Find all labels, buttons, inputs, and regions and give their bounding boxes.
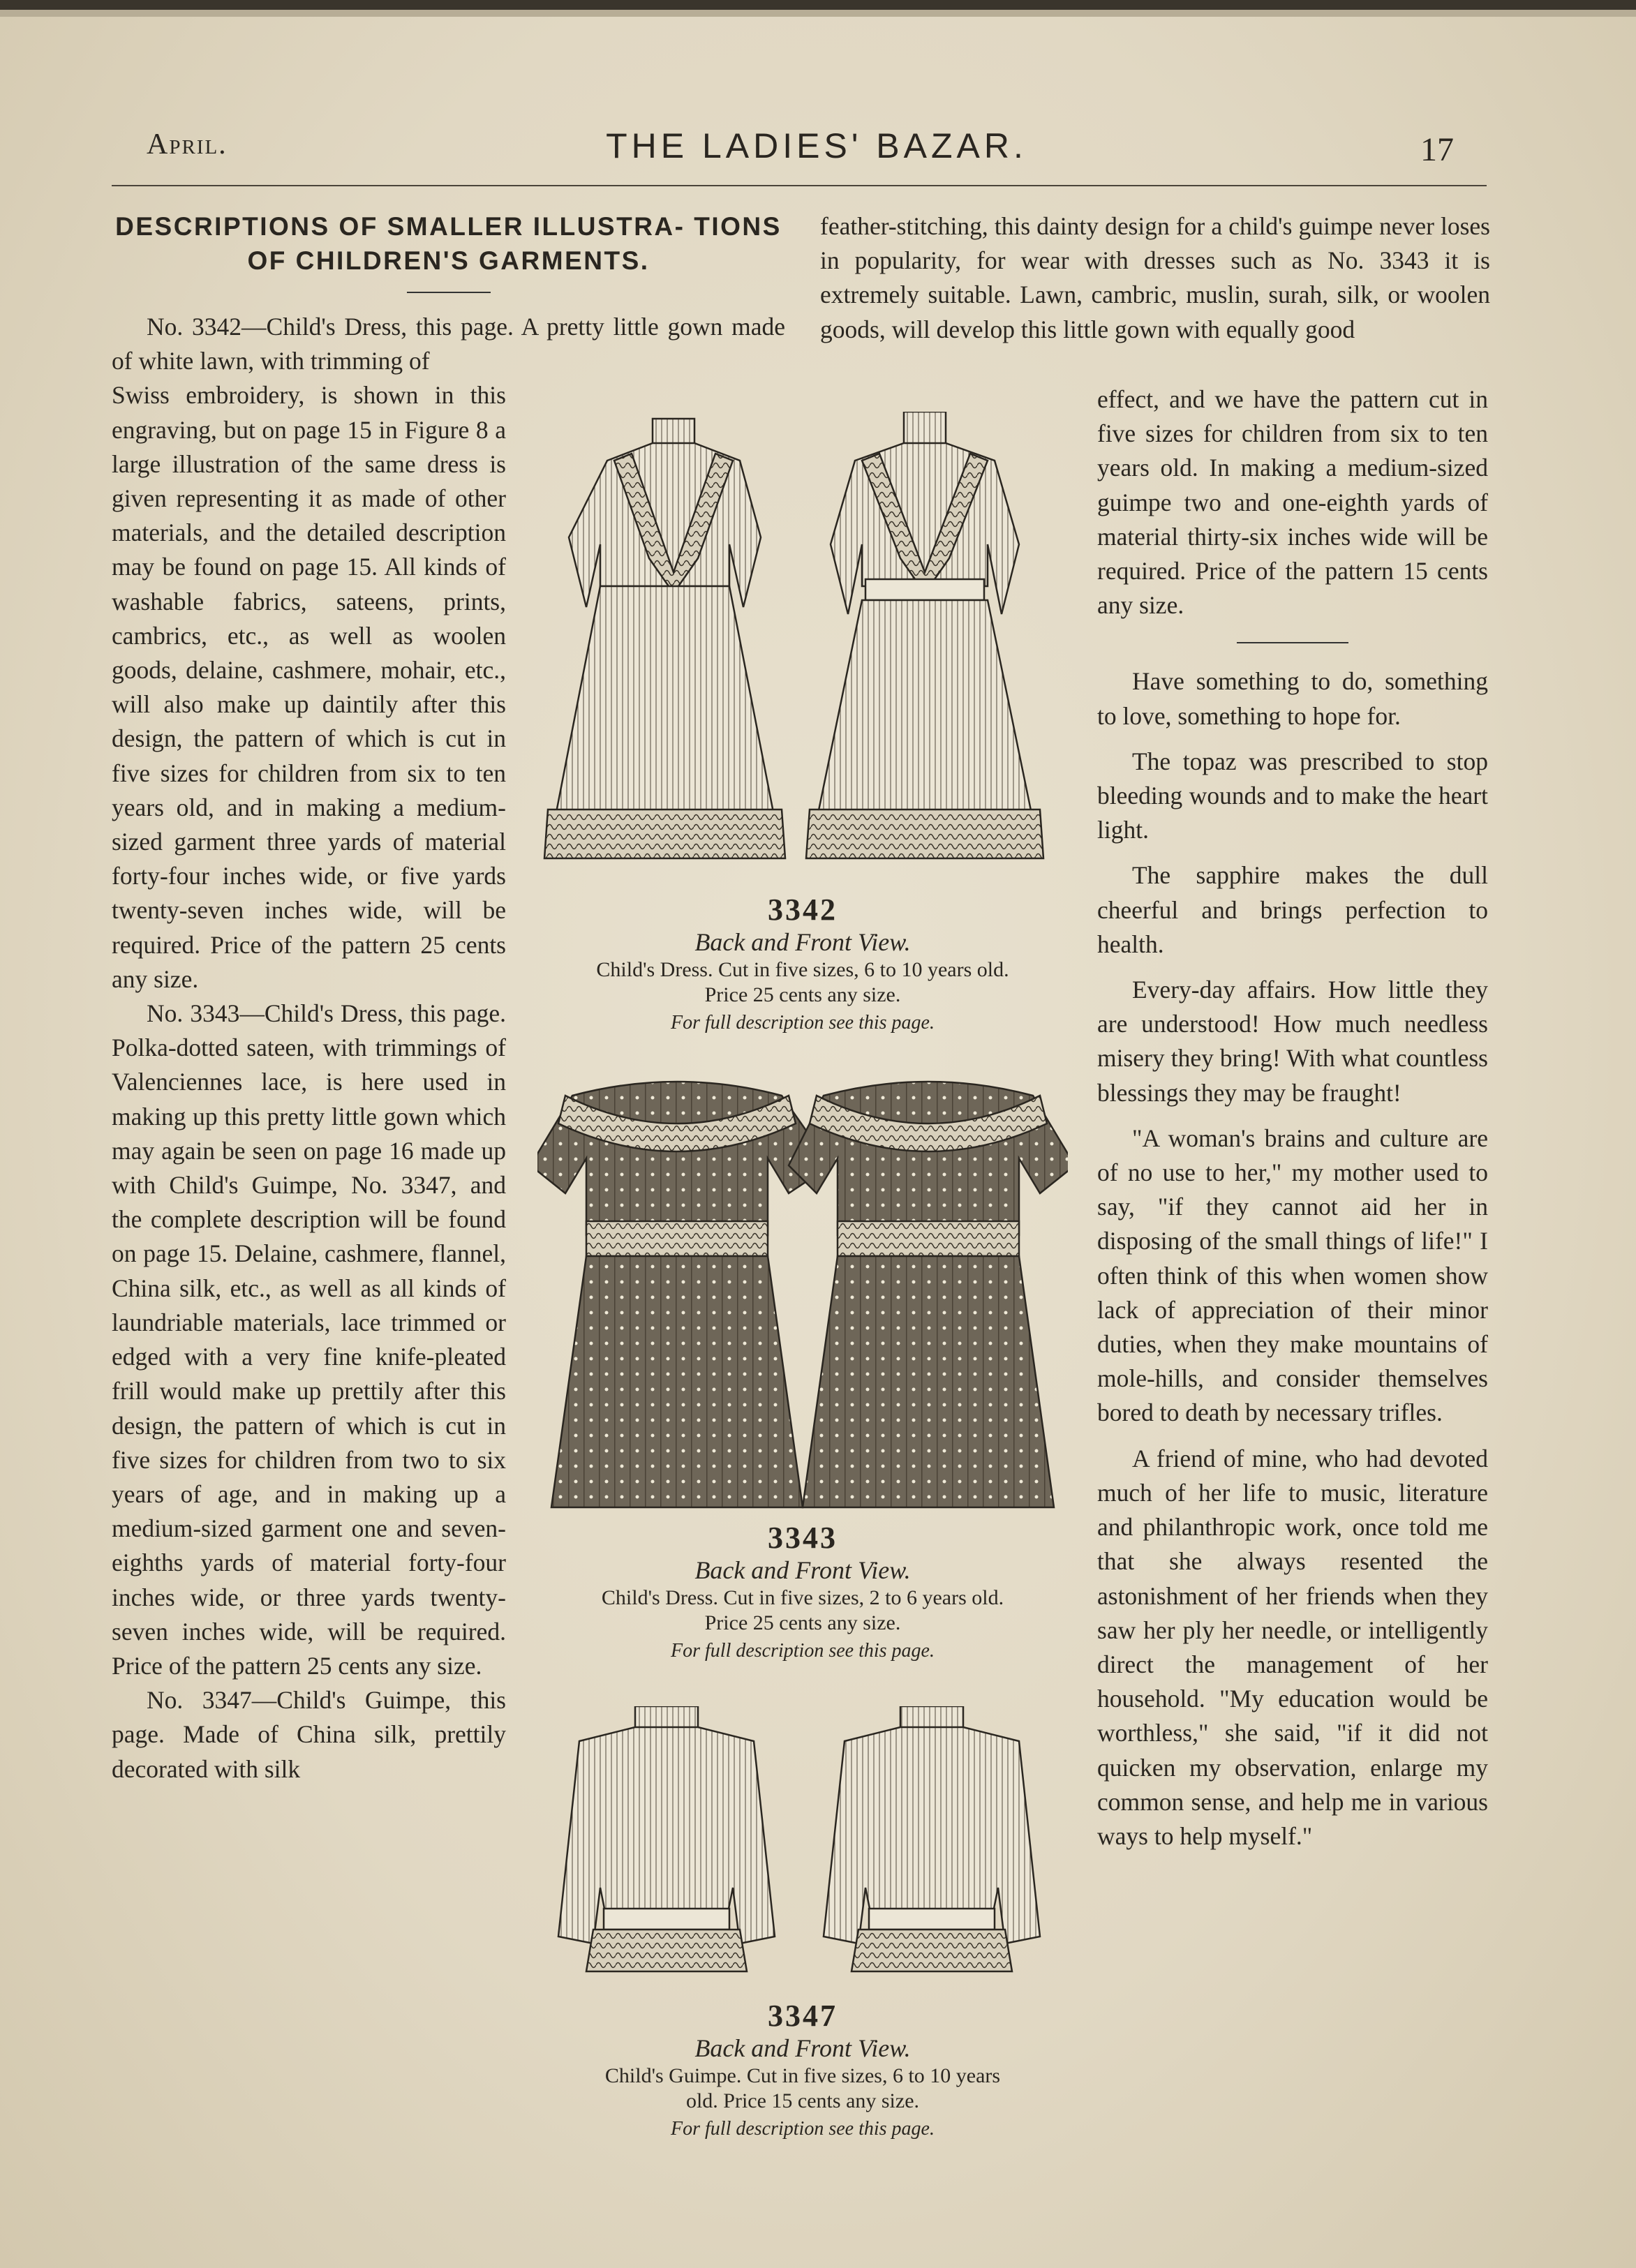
figure-3342-desc: Child's Dress. Cut in five sizes, 6 to 10 years old.: [596, 958, 1009, 981]
figure-3343-price: Price 25 cents any size.: [704, 1611, 901, 1634]
dress-3342-illustration: [537, 412, 1068, 893]
figure-3347-price: old. Price 15 cents any size.: [685, 2089, 920, 2112]
running-header: [0, 122, 1636, 171]
right-column: [1097, 382, 1488, 1853]
dress-3343-back: [537, 1082, 831, 1507]
dress-3343-illustration: [537, 1075, 1068, 1521]
figure-3343-view: Back and Front View.: [694, 1556, 911, 1584]
paragraph-3342-intro: No. 3342—Child's Dress, this page. A pretty little gown made of white lawn, with trimming of: [112, 313, 785, 375]
guimpe-3347-front: [824, 1706, 1040, 1971]
right-column-top: [820, 209, 1490, 347]
figure-3342-price: Price 25 cents any size.: [704, 983, 901, 1006]
section-title: DESCRIPTIONS OF SMALLER ILLUSTRA- TIONS OF CHILDREN'S GARMENTS.: [115, 212, 782, 275]
page-top-edge-shadow: [0, 10, 1636, 17]
figure-3347-number: 3347: [768, 1999, 838, 2033]
dress-3343-front: [789, 1082, 1068, 1507]
figure-3342-view: Back and Front View.: [694, 928, 911, 956]
guimpe-3347-back: [558, 1706, 775, 1971]
figure-3347-desc: Child's Guimpe. Cut in five sizes, 6 to 10 years: [604, 2064, 1001, 2087]
paragraph-3343: No. 3343—Child's Dress, this page. Polka-dotted sateen, with trimmings of Valenciennes lace, is here used in making up this pretty little gown which may again be seen on page 16 made up with Child's Guimpe, No. 3347, and the complete description will be found on page 15. Delaine, cashmere, flannel, China silk, etc., as well as all kinds of laundriable materials, lace trimmed or edged with a very fine knife-pleated frill would make up prettily after this design, the pattern of which is cut in five sizes for children from two to six years of age, and in making up a medium-sized garment one and seven-eighths yards of material forty-four inches wide, or three yards twenty-seven inches wide, will be required. Price of the pattern 25 cents any size.: [112, 999, 506, 1680]
page-number: 17: [1420, 131, 1454, 168]
figure-3347: [523, 1706, 1082, 2144]
paragraph-something-to-do: Have something to do, something to love, something to hope for.: [1097, 667, 1488, 730]
paragraph-3347-end: effect, and we have the pattern cut in five sizes for children from six to ten years old. In making a medium-sized guimpe two and one-eighth yards of material thirty-six inches wide will be required. Price of the pattern 15 cents any size.: [1097, 385, 1488, 620]
title-divider: [407, 292, 491, 293]
paragraph-womans-brains: "A woman's brains and culture are of no use to her," my mother used to say, "if they cannot aid her in disposing of the small things of life!" I often think of this when women show lack of appreciation of their minor duties, when they make mountains of mole-hills, and consider themselves bored to death by necessary trifles.: [1097, 1124, 1488, 1427]
dress-3342-back: [544, 419, 785, 858]
paragraph-3347: No. 3347—Child's Guimpe, this page. Made of China silk, prettily decorated with silk: [112, 1686, 506, 1783]
figure-3342-note: For full description see this page.: [671, 1012, 935, 1034]
figure-3343: [523, 1075, 1082, 1666]
paragraph-topaz: The topaz was prescribed to stop bleeding wounds and to make the heart light.: [1097, 747, 1488, 844]
paragraph-friend: A friend of mine, who had devoted much of her life to music, literature and philanthropic work, once told me that she always resented the astonishment of her friends when they saw her ply her needle, or intelligently direct the management of her household. "My education would be worthless," she said, "if it did not quicken my observation, enlarge my common sense, and help me in various ways to help myself.": [1097, 1444, 1488, 1850]
header-title: THE LADIES' BAZAR.: [606, 126, 1027, 165]
figure-3342-number: 3342: [768, 893, 838, 927]
paragraph-everyday-affairs: Every-day affairs. How little they are understood! How much needless misery they bring! With what countless blessings they may be fraught!: [1097, 976, 1488, 1107]
paragraph-sapphire: The sapphire makes the dull cheerful and brings perfection to health.: [1097, 861, 1488, 958]
page-top-edge: [0, 0, 1636, 10]
figure-3347-view: Back and Front View.: [694, 2034, 911, 2062]
figure-3347-note: For full description see this page.: [671, 2118, 935, 2140]
header-month: April.: [147, 128, 228, 161]
figure-3343-desc: Child's Dress. Cut in five sizes, 2 to 6 years old.: [601, 1586, 1004, 1609]
header-rule: [112, 185, 1487, 186]
column-divider: [1237, 642, 1348, 643]
dress-3342-front: [806, 412, 1043, 858]
paragraph-3347-continued: feather-stitching, this dainty design for a child's guimpe never loses in popularity, for wear with dresses such as No. 3343 it is extremely suitable. Lawn, cambric, muslin, surah, silk, or woolen goods, will develop this little gown with equally good: [820, 212, 1490, 343]
figure-3343-number: 3343: [768, 1521, 838, 1555]
figure-3342: [523, 412, 1082, 1038]
figure-3343-note: For full description see this page.: [671, 1640, 935, 1662]
paragraph-3342-body: Swiss embroidery, is shown in this engraving, but on page 15 in Figure 8 a large illustration of the same dress is given representing it as made of other materials, and the detailed description may be found on page 15. All kinds of washable fabrics, sateens, prints, cambrics, etc., as well as woolen goods, delaine, cashmere, mohair, etc., will also make up daintily after this design, the pattern of which is cut in five sizes for children from six to ten years old, and in making a medium-sized garment three yards of material forty-four inches wide, or five yards twenty-seven inches wide, will be required. Price of the pattern 25 cents any size.: [112, 381, 506, 993]
guimpe-3347-illustration: [537, 1706, 1068, 1999]
